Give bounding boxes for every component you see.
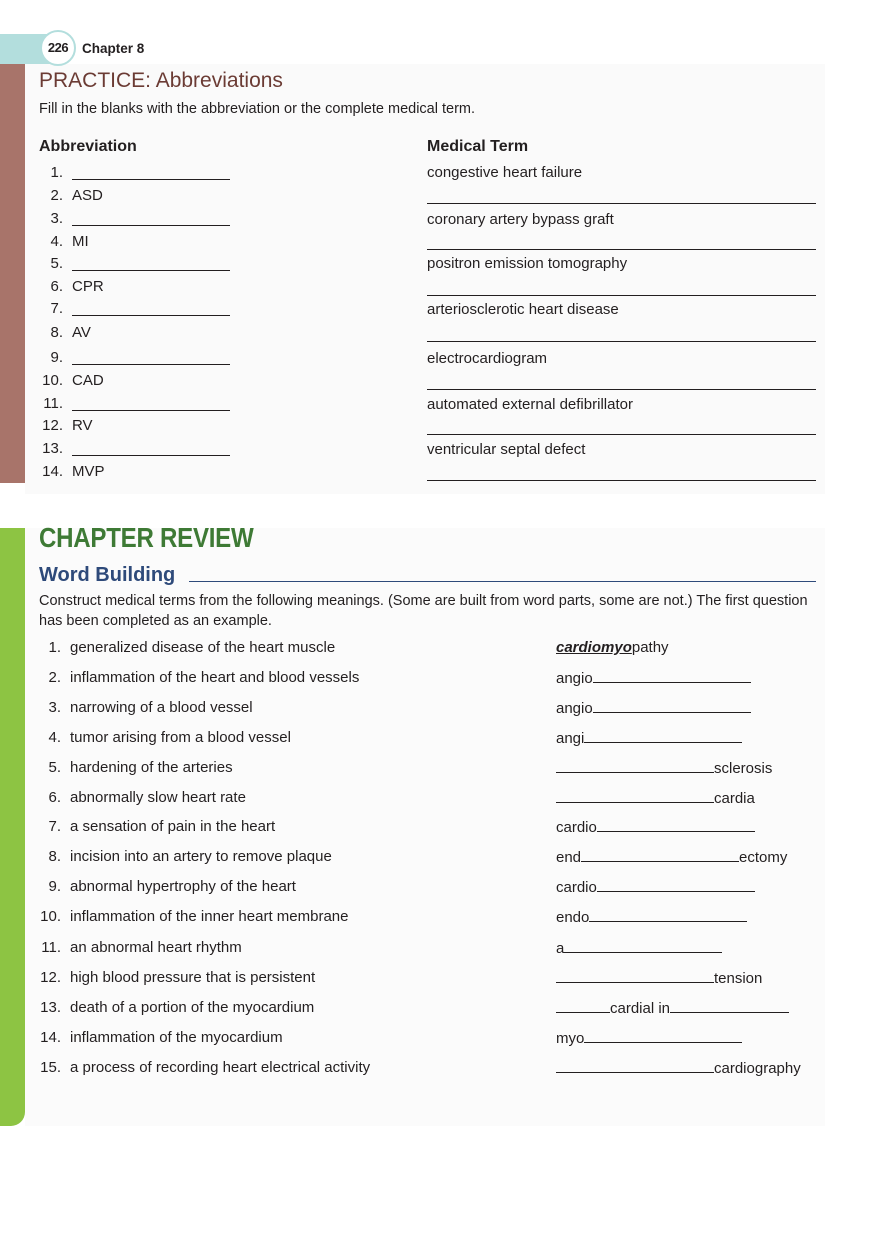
example-answer: cardiomyo	[556, 639, 632, 656]
answer-prefix: end	[556, 849, 582, 866]
word-building-title: Word Building	[39, 564, 176, 586]
item-number: 3.	[48, 699, 61, 716]
answer-suffix: ectomy	[739, 849, 788, 866]
practice-panel	[25, 64, 825, 494]
answer-blank[interactable]	[427, 434, 816, 435]
item-number: 10.	[42, 372, 63, 389]
answer-blank[interactable]	[556, 999, 610, 1013]
answer-prefix: a	[556, 940, 565, 957]
word-building-answer	[556, 1059, 801, 1077]
item-number: 7.	[50, 300, 63, 317]
abbreviation-value: ASD	[72, 187, 103, 204]
medical-term: arteriosclerotic heart disease	[427, 301, 619, 318]
word-building-answer	[556, 999, 789, 1017]
answer-blank[interactable]	[556, 759, 714, 773]
question-text: generalized disease of the heart muscle	[70, 639, 336, 656]
abbreviation-value: RV	[72, 417, 93, 434]
answer-blank[interactable]	[427, 389, 816, 390]
abbreviation-value: MVP	[72, 463, 105, 480]
answer-suffix: tension	[714, 970, 763, 987]
chapter-review-title: CHAPTER REVIEW	[39, 522, 254, 553]
question-text: abnormally slow heart rate	[70, 789, 246, 806]
abbreviation-item	[39, 440, 63, 460]
word-building-question	[39, 908, 348, 925]
word-building-question	[39, 759, 233, 776]
item-number: 6.	[48, 789, 61, 806]
abbreviation-item	[39, 255, 63, 275]
answer-prefix: angio	[556, 670, 593, 687]
item-number: 13.	[40, 999, 61, 1016]
answer-blank[interactable]	[584, 1029, 742, 1043]
word-building-answer	[556, 878, 755, 896]
answer-blank[interactable]	[72, 455, 230, 456]
answer-blank[interactable]	[597, 878, 755, 892]
abbreviation-item	[39, 210, 63, 230]
answer-blank[interactable]	[72, 315, 230, 316]
answer-blank[interactable]	[427, 295, 816, 296]
word-building-question	[39, 939, 242, 956]
item-number: 2.	[48, 669, 61, 686]
abbreviation-item	[39, 233, 89, 253]
answer-prefix: cardio	[556, 819, 597, 836]
answer-blank[interactable]	[593, 669, 751, 683]
word-building-answer	[556, 908, 747, 926]
abbreviation-heading: Abbreviation	[39, 138, 137, 155]
answer-blank[interactable]	[427, 341, 816, 342]
medical-term: ventricular septal defect	[427, 441, 586, 458]
item-number: 3.	[50, 210, 63, 227]
answer-blank[interactable]	[556, 1059, 714, 1073]
question-text: inflammation of the myocardium	[70, 1029, 283, 1046]
item-number: 13.	[42, 440, 63, 457]
abbreviation-item	[39, 300, 63, 320]
answer-part: cardial in	[610, 1000, 671, 1017]
word-building-question	[39, 969, 315, 986]
abbreviation-item	[39, 349, 63, 369]
practice-side-strip	[0, 64, 25, 483]
word-building-answer	[556, 1029, 742, 1047]
word-building-answer	[556, 639, 669, 656]
word-building-answer	[556, 669, 751, 687]
word-building-answer	[556, 818, 755, 836]
question-text: an abnormal heart rhythm	[70, 939, 242, 956]
question-text: tumor arising from a blood vessel	[70, 729, 291, 746]
abbreviation-item	[39, 187, 103, 207]
medical-term: automated external defibrillator	[427, 396, 633, 413]
answer-prefix: angio	[556, 700, 593, 717]
item-number: 1.	[48, 639, 61, 656]
item-number: 11.	[41, 939, 61, 956]
answer-suffix: sclerosis	[714, 760, 773, 777]
medical-term: coronary artery bypass graft	[427, 211, 614, 228]
word-building-answer	[556, 729, 742, 747]
page-number: 226	[40, 30, 76, 66]
question-text: high blood pressure that is persistent	[70, 969, 316, 986]
answer-blank[interactable]	[72, 410, 230, 411]
practice-instructions: Fill in the blanks with the abbreviation or the complete medical term.	[39, 101, 476, 117]
word-building-question	[39, 999, 314, 1016]
answer-suffix: cardia	[714, 790, 755, 807]
answer-blank[interactable]	[72, 270, 230, 271]
word-building-question	[39, 1059, 370, 1076]
abbreviation-item	[39, 463, 105, 483]
item-number: 6.	[50, 278, 63, 295]
word-building-question	[39, 669, 359, 686]
answer-blank[interactable]	[72, 364, 230, 365]
answer-blank[interactable]	[597, 818, 755, 832]
question-text: death of a portion of the myocardium	[70, 999, 315, 1016]
word-building-question	[39, 729, 291, 746]
question-text: a sensation of pain in the heart	[70, 818, 276, 835]
item-number: 5.	[50, 255, 63, 272]
word-building-question	[39, 1029, 283, 1046]
answer-blank[interactable]	[581, 848, 739, 862]
answer-blank[interactable]	[72, 225, 230, 226]
item-number: 9.	[50, 349, 63, 366]
item-number: 2.	[50, 187, 63, 204]
word-building-question	[39, 639, 335, 656]
item-number: 1.	[50, 164, 63, 181]
item-number: 11.	[43, 395, 63, 412]
question-text: incision into an artery to remove plaque	[70, 848, 332, 865]
word-building-question	[39, 699, 253, 716]
medical-term-heading: Medical Term	[427, 138, 529, 155]
item-number: 8.	[50, 324, 63, 341]
item-number: 9.	[48, 878, 61, 895]
word-building-answer	[556, 939, 722, 957]
answer-blank[interactable]	[556, 969, 714, 983]
word-building-answer	[556, 969, 762, 987]
medical-term: congestive heart failure	[427, 164, 583, 181]
item-number: 10.	[40, 908, 61, 925]
answer-prefix: angi	[556, 730, 585, 747]
item-number: 15.	[40, 1059, 61, 1076]
answer-blank[interactable]	[589, 908, 747, 922]
answer-blank[interactable]	[427, 480, 816, 481]
answer-blank[interactable]	[427, 249, 816, 250]
answer-suffix: pathy	[631, 639, 669, 656]
medical-term: positron emission tomography	[427, 255, 628, 272]
abbreviation-value: MI	[72, 233, 89, 250]
word-building-question	[39, 789, 246, 806]
word-building-question	[39, 818, 275, 835]
answer-prefix: cardio	[556, 879, 597, 896]
answer-prefix: myo	[556, 1030, 585, 1047]
abbreviation-item	[39, 324, 91, 344]
question-text: a process of recording heart electrical activity	[70, 1059, 371, 1076]
abbreviation-item	[39, 417, 93, 437]
answer-suffix: cardiography	[714, 1060, 801, 1077]
word-building-instructions: Construct medical terms from the following meanings. (Some are built from word parts, some are not.) The first question has been completed as an example.	[39, 593, 808, 629]
item-number: 8.	[48, 848, 61, 865]
question-text: hardening of the arteries	[70, 759, 233, 776]
item-number: 7.	[48, 818, 61, 835]
word-building-question	[39, 878, 296, 895]
medical-term: electrocardiogram	[427, 350, 548, 367]
item-number: 5.	[48, 759, 61, 776]
item-number: 14.	[40, 1029, 61, 1046]
word-building-answer	[556, 789, 755, 807]
word-building-answer	[556, 848, 787, 866]
chapter-label: Chapter 8	[82, 41, 145, 56]
abbreviation-item	[39, 395, 63, 415]
word-building-rule	[189, 581, 816, 582]
item-number: 4.	[50, 233, 63, 250]
question-text: narrowing of a blood vessel	[70, 699, 253, 716]
abbreviation-value: CPR	[72, 278, 104, 295]
answer-blank[interactable]	[564, 939, 722, 953]
item-number: 14.	[42, 463, 63, 480]
answer-blank[interactable]	[556, 789, 714, 803]
abbreviation-item	[39, 164, 63, 184]
item-number: 12.	[40, 969, 61, 986]
answer-blank[interactable]	[670, 999, 789, 1013]
abbreviation-value: CAD	[72, 372, 104, 389]
answer-blank[interactable]	[427, 203, 816, 204]
item-number: 12.	[42, 417, 63, 434]
review-side-strip	[0, 528, 25, 1126]
abbreviation-value: AV	[72, 324, 91, 341]
answer-blank[interactable]	[72, 179, 230, 180]
item-number: 4.	[48, 729, 61, 746]
word-building-question	[39, 848, 332, 865]
question-text: inflammation of the heart and blood vessels	[70, 669, 360, 686]
answer-blank[interactable]	[584, 729, 742, 743]
question-text: inflammation of the inner heart membrane	[70, 908, 349, 925]
word-building-answer	[556, 759, 772, 777]
answer-prefix: endo	[556, 909, 590, 926]
practice-title: PRACTICE: Abbreviations	[39, 69, 283, 92]
abbreviation-item	[39, 372, 104, 392]
answer-blank[interactable]	[593, 699, 751, 713]
word-building-answer	[556, 699, 751, 717]
question-text: abnormal hypertrophy of the heart	[70, 878, 296, 895]
abbreviation-item	[39, 278, 104, 298]
